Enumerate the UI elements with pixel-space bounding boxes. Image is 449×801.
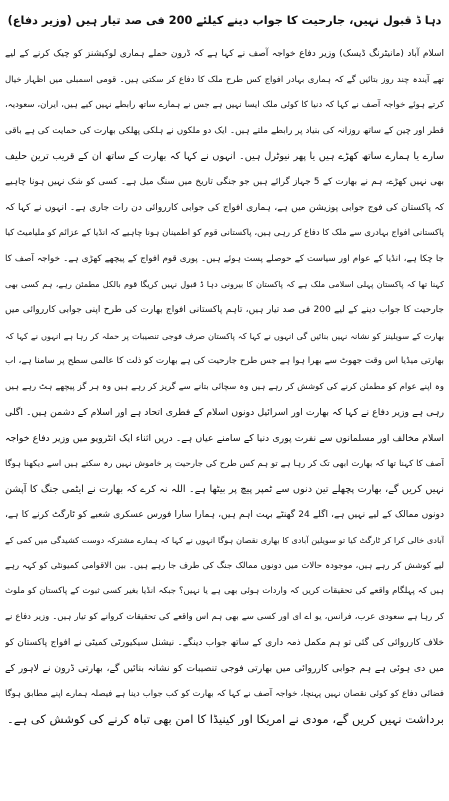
article-headline: دہا ڈ قبول نہیں، جارحیت کا جواب دینے کیلئے 200 فی صد تیار ہیں (وزیر دفاع) [7,14,442,27]
body-line: فضائی دفاع کو کوئی نقصان نہیں پہنچا، خواجہ آصف نے کہا کہ بھارت کو کب جواب دینا ہے فیصلہ ہمارے اپنے مطابق ہوگا [5,688,444,699]
body-line: پاکستانی افواج بہادری سے ملک کا دفاع کر رہی ہیں، پاکستانی قوم کو اطمینان ہونا چاہیے کہ انڈیا کے عزائم کو ملیامیٹ کیا [5,228,444,239]
body-line: کر رہا ہے سعودی عرب، فرانس، یو اے ای اور کسی سے بھی ہم اس واقعے کی تحقیقات کروانے کو تیار ہیں۔ وزیر دفاع نے [5,612,444,623]
body-line: نہیں کریں گے، بھارت پچھلے تین دنوں سے ٹمپر پیچ پر بیٹھا ہے۔ اللہ نہ کرے کہ بھارت نے ایٹمی جنگ کا آپشن [5,484,444,496]
body-line: آصف کا کہنا تھا کہ بھارت ابھی تک کر رہا ہے تو ہم کس طرح کی جارحیت پر خاموش نہیں رہ سکتے ہیں اسے دیکھنا ہوگا [5,458,444,469]
body-line: بھی نہیں کھڑے، ہم نے بھارت کے 5 جہاز گرائے ہیں جو جنگی تاریخ میں سنگ میل ہے۔ کسی کو شک نہیں ہونا چاہیے [5,176,444,187]
body-line: اسلام مخالف اور مسلمانوں سے نفرت پوری دنیا کے سامنے عیاں ہے۔ دریں اثناء ایک انٹرویو میں وزیر دفاع خواجہ [5,432,444,444]
article-body [5,42,444,733]
body-line: کہ پاکستان کی فوج جوابی پوزیشن میں ہے، ہماری افواج کی جوابی کارروائی دن رات جاری ہے۔ انہوں نے کہا کہ [5,202,444,213]
body-line: آبادی خالی کرا کر ٹارگٹ کیا تو سویلین آبادی کا بھاری نقصان ہوگا انہوں نے کہا کہ ہمارے مشترکہ دوست کشیدگی میں کمی کے [5,535,444,546]
body-line: خلاف کارروائی کی گئی تو ہم مکمل ذمہ داری کے ساتھ جواب دینگے۔ نیشنل سیکیورٹی کمیٹی نے افواج پاکستان کو [5,637,444,648]
body-line: تھے آیندہ چند روز بتائیں گے کہ ہماری بہادر افواج کس طرح ملک کا دفاع کر سکتی ہیں۔ قومی اسمبلی میں اظہار خیال [5,74,444,85]
body-line: برداشت نہیں کریں گے، مودی نے امریکا اور کینیڈا کا امن بھی تباہ کرنے کی کوشش کی ہے۔ [6,712,444,727]
body-line: اسلام آباد (مانیٹرنگ ڈیسک) وزیر دفاع خواجہ آصف نے کہا ہے کہ ڈرون حملے ہماری لوکیشنز کو چیک کرنے کے لیے [5,49,444,59]
body-line: کہنا تھا کہ پاکستان پہلی اسلامی ملک ہے کہ پاکستان کا بیرونی دہا ڈ قبول نہیں کریگا قوم بالکل مطمئن رہے، ہم کسی بھی [5,279,444,290]
body-line: بھارت کے سویلینز کو نشانہ نہیں بنائیں گی انہوں نے کہا کہ پاکستان صرف فوجی تنصیبات پر حملہ کر رہا ہے انہوں نے کہا کہ [5,330,444,341]
body-line: رہی ہے وزیر دفاع نے کہا کہ بھارت اور اسرائیل دونوں اسلام کے فطری اتحاد ہے اور اسلام کے دشمن ہیں۔ اگلی [5,407,444,419]
body-line: کرتے ہوئے خواجہ آصف نے کہا کہ دنیا کا کوئی ملک ایسا نہیں ہے جس نے ہمارے ساتھ رابطے نہیں کیے ہیں، ایران، سعودیہ، [5,100,444,111]
body-line: بھارتی میڈیا اس وقت جھوٹ سے بھرا ہوا ہے جس طرح جارحیت کی ہے بھارت کو ذلت کا عالمی سطح پر سامنا ہے، اب [5,356,444,367]
body-line: ہیں کہ پہلگام واقعے کی تحقیقات کریں کہ واردات ہوئی بھی ہے یا نہیں؟ جبکہ انڈیا بغیر کسی ثبوت کے پاکستان کو ملوث [5,586,444,597]
body-line: وہ اپنے عوام کو مطمئن کرنے کی کوشش کر رہے ہیں وہ سچائی بتانے سے گریز کر رہے ہیں وہ ہر گز پیچھے ہٹ رہے ہیں [5,381,444,392]
body-line: دونوں ممالک کے لیے نہیں ہے، اگلے 24 گھنٹے بہت اہم ہیں، ہمارا سارا فورس عسکری شعبے کو ٹارگٹ کرنے کا ہے، [5,509,444,520]
body-line: جا چکا ہے، انڈیا کے عوام اور سیاست کے حوصلے پست ہوئے ہیں۔ پوری قوم افواج کے پیچھے کھڑی ہے۔ خواجہ آصف کا [5,253,444,264]
body-line: سارے یا ہمارے ساتھ کھڑے ہیں یا پھر نیوٹرل ہیں۔ انہوں نے کہا کہ بھارت کے ساتھ ان کے قریب ترین حلیف [5,151,444,163]
body-line: قطر اور چین کے ساتھ روزانہ کی بنیاد پر رابطے ملتے ہیں۔ ایک دو ملکوں نے ہلکی پھلکی بھارت کی حمایت کی ہے باقی [5,125,444,136]
body-line: جارحیت کا جواب دینے کے لیے 200 فی صد تیار ہیں، تاہم پاکستانی افواج بھارت کی طرح اپنی جوابی کارروائی میں [5,304,444,315]
body-line: لیے کوشش کر رہے ہیں، موجودہ حالات میں دونوں ممالک جنگ کی طرف جا رہے ہیں۔ بین الاقوامی کمیونٹی کو کہہ رہے [5,560,444,571]
body-line: میں دی ہوئی ہے ہم جوابی کارروائی میں بھارتی فوجی تنصیبات کو نشانہ بنائیں گے، بھارتی ڈرون نے لاہور کے [5,663,444,675]
